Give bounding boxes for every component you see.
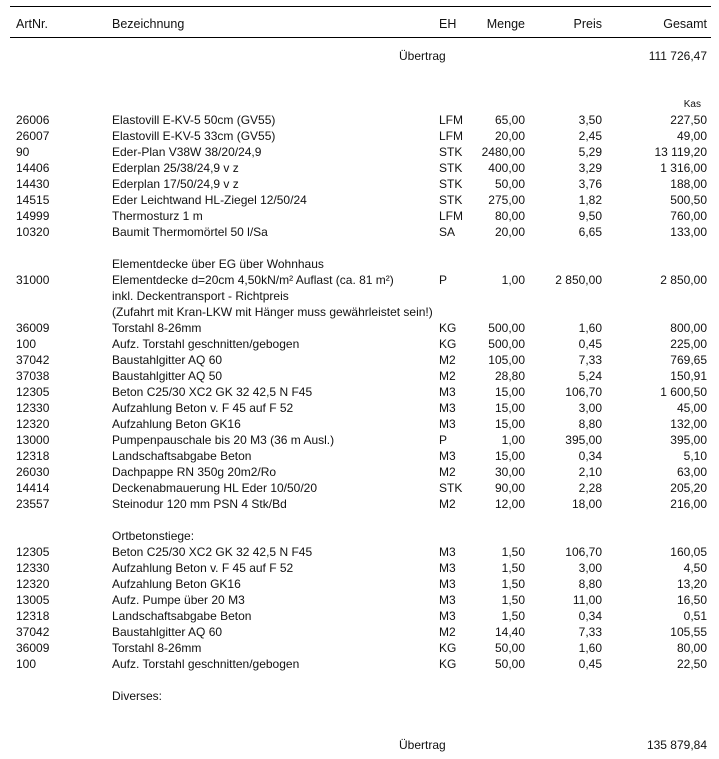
cell-preis: 3,50	[578, 113, 602, 127]
carry-over-bottom	[0, 737, 719, 753]
cell-menge: 1,00	[501, 273, 525, 287]
cell-menge: 2480,00	[481, 145, 525, 159]
cell-eh: M3	[439, 609, 456, 623]
cell-menge: 50,00	[494, 177, 525, 191]
table-row	[0, 416, 719, 432]
cell-preis: 2,10	[578, 465, 602, 479]
cell-bezeichnung: Aufzahlung Beton v. F 45 auf F 52	[112, 561, 294, 575]
cell-gesamt: 1 600,50	[660, 385, 707, 399]
cell-bezeichnung: Baumit Thermomörtel 50 l/Sa	[112, 225, 268, 239]
cell-artnr: 26030	[16, 465, 50, 479]
cell-eh: LFM	[439, 113, 463, 127]
cell-artnr: 10320	[16, 225, 50, 239]
cell-menge: 14,40	[494, 625, 525, 639]
cell-preis: 1,60	[578, 641, 602, 655]
cell-menge: 12,00	[494, 497, 525, 511]
cell-menge: 1,50	[501, 609, 525, 623]
cell-eh: M2	[439, 625, 456, 639]
top-rule	[10, 6, 711, 7]
cell-menge: 65,00	[494, 113, 525, 127]
cell-preis: 9,50	[578, 209, 602, 223]
kas-label: Kas	[683, 99, 701, 110]
cell-preis: 5,24	[578, 369, 602, 383]
cell-gesamt: 13,20	[676, 577, 707, 591]
cell-artnr: 12305	[16, 545, 50, 559]
cell-eh: M2	[439, 369, 456, 383]
table-row	[0, 448, 719, 464]
cell-menge: 1,50	[501, 561, 525, 575]
cell-menge: 1,50	[501, 545, 525, 559]
table-row	[0, 400, 719, 416]
cell-menge: 105,00	[488, 353, 525, 367]
cell-bezeichnung: Landschaftsabgabe Beton	[112, 449, 252, 463]
cell-artnr: 31000	[16, 273, 50, 287]
cell-preis: 106,70	[565, 385, 602, 399]
cell-preis: 0,45	[578, 657, 602, 671]
cell-artnr: 37038	[16, 369, 50, 383]
cell-eh: M3	[439, 385, 456, 399]
cell-preis: 106,70	[565, 545, 602, 559]
cell-eh: M3	[439, 417, 456, 431]
cell-gesamt: 133,00	[670, 225, 707, 239]
table-row	[0, 576, 719, 592]
col-header-preis: Preis	[573, 17, 602, 31]
cell-artnr: 12305	[16, 385, 50, 399]
table-row	[0, 544, 719, 560]
cell-artnr: 23557	[16, 497, 50, 511]
cell-gesamt: 160,05	[670, 545, 707, 559]
cell-preis: 0,34	[578, 449, 602, 463]
cell-gesamt: 63,00	[676, 465, 707, 479]
cell-gesamt: 227,50	[670, 113, 707, 127]
section-title-diverses: Diverses:	[112, 689, 163, 703]
cell-preis: 1,60	[578, 321, 602, 335]
cell-gesamt: 45,00	[676, 401, 707, 415]
carry-over-top	[0, 48, 719, 64]
cell-gesamt: 22,50	[676, 657, 707, 671]
cell-menge: 80,00	[494, 209, 525, 223]
cell-artnr: 100	[16, 337, 37, 351]
cell-bezeichnung: Pumpenpauschale bis 20 M3 (36 m Ausl.)	[112, 433, 335, 447]
cell-gesamt: 2 850,00	[660, 273, 707, 287]
cell-eh: M3	[439, 577, 456, 591]
cell-menge: 1,50	[501, 593, 525, 607]
cell-menge: 30,00	[494, 465, 525, 479]
table-row	[0, 608, 719, 624]
cell-eh: SA	[439, 225, 456, 239]
carry-over-label: Übertrag	[399, 49, 446, 63]
cell-bezeichnung: Aufzahlung Beton GK16	[112, 577, 241, 591]
cell-bezeichnung: Baustahlgitter AQ 50	[112, 369, 223, 383]
table-row	[0, 176, 719, 192]
element-note: inkl. Deckentransport - Richtpreis	[112, 289, 289, 303]
cell-preis: 2 850,00	[555, 273, 602, 287]
col-header-bezeichnung: Bezeichnung	[112, 17, 185, 31]
table-row	[0, 624, 719, 640]
col-header-gesamt: Gesamt	[663, 17, 707, 31]
cell-gesamt: 80,00	[676, 641, 707, 655]
cell-preis: 3,29	[578, 161, 602, 175]
cell-gesamt: 205,20	[670, 481, 707, 495]
cell-bezeichnung: Steinodur 120 mm PSN 4 Stk/Bd	[112, 497, 287, 511]
table-row	[0, 384, 719, 400]
cell-gesamt: 188,00	[670, 177, 707, 191]
section-title-elementdecke: Elementdecke über EG über Wohnhaus	[112, 257, 324, 271]
cell-artnr: 36009	[16, 321, 50, 335]
cell-bezeichnung: Torstahl 8-26mm	[112, 321, 202, 335]
cell-bezeichnung: Elementdecke d=20cm 4,50kN/m² Auflast (ca. 81 m²)	[112, 273, 394, 287]
cell-bezeichnung: Eder Leichtwand HL-Ziegel 12/50/24	[112, 193, 307, 207]
cell-bezeichnung: Aufz. Torstahl geschnitten/gebogen	[112, 337, 300, 351]
cell-eh: M2	[439, 465, 456, 479]
cell-artnr: 37042	[16, 625, 50, 639]
cell-eh: STK	[439, 177, 463, 191]
cell-preis: 0,45	[578, 337, 602, 351]
cell-bezeichnung: Torstahl 8-26mm	[112, 641, 202, 655]
cell-menge: 1,50	[501, 577, 525, 591]
cell-artnr: 14515	[16, 193, 50, 207]
cell-eh: M3	[439, 449, 456, 463]
cell-artnr: 14999	[16, 209, 50, 223]
element-note: (Zufahrt mit Kran-LKW mit Hänger muss gewährleistet sein!)	[112, 305, 433, 319]
cell-preis: 5,29	[578, 145, 602, 159]
cell-eh: LFM	[439, 129, 463, 143]
cell-gesamt: 5,10	[683, 449, 707, 463]
cell-bezeichnung: Beton C25/30 XC2 GK 32 42,5 N F45	[112, 545, 313, 559]
carry-over-label: Übertrag	[399, 738, 446, 752]
col-header-menge: Menge	[486, 17, 525, 31]
cell-eh: M3	[439, 545, 456, 559]
cell-menge: 500,00	[488, 321, 525, 335]
cell-bezeichnung: Elastovill E-KV-5 33cm (GV55)	[112, 129, 276, 143]
header-rule	[10, 37, 711, 38]
cell-gesamt: 150,91	[670, 369, 707, 383]
cell-menge: 500,00	[488, 337, 525, 351]
section-title-ortbetonstiege: Ortbetonstiege:	[112, 529, 195, 543]
cell-bezeichnung: Landschaftsabgabe Beton	[112, 609, 252, 623]
cell-gesamt: 4,50	[683, 561, 707, 575]
table-row	[0, 272, 719, 288]
table-row	[0, 320, 719, 336]
cell-menge: 20,00	[494, 225, 525, 239]
cell-artnr: 13005	[16, 593, 50, 607]
cell-eh: KG	[439, 657, 457, 671]
cell-artnr: 14406	[16, 161, 50, 175]
cell-gesamt: 769,65	[670, 353, 707, 367]
cell-eh: P	[439, 273, 448, 287]
cell-artnr: 12320	[16, 577, 50, 591]
cell-preis: 2,28	[578, 481, 602, 495]
cell-gesamt: 800,00	[670, 321, 707, 335]
cell-eh: STK	[439, 193, 463, 207]
cell-eh: LFM	[439, 209, 463, 223]
table-row	[0, 208, 719, 224]
table-row	[0, 112, 719, 128]
cell-gesamt: 395,00	[670, 433, 707, 447]
cell-menge: 90,00	[494, 481, 525, 495]
cell-eh: M3	[439, 401, 456, 415]
cell-gesamt: 760,00	[670, 209, 707, 223]
cell-preis: 6,65	[578, 225, 602, 239]
table-row	[0, 560, 719, 576]
table-row	[0, 368, 719, 384]
cell-artnr: 90	[16, 145, 30, 159]
cell-preis: 8,80	[578, 577, 602, 591]
cell-gesamt: 49,00	[676, 129, 707, 143]
cell-gesamt: 225,00	[670, 337, 707, 351]
cell-artnr: 36009	[16, 641, 50, 655]
cell-gesamt: 0,51	[683, 609, 707, 623]
cell-bezeichnung: Ederplan 25/38/24,9 v z	[112, 161, 239, 175]
cell-eh: STK	[439, 481, 463, 495]
cell-gesamt: 132,00	[670, 417, 707, 431]
cell-menge: 28,80	[494, 369, 525, 383]
cell-preis: 1,82	[578, 193, 602, 207]
cell-menge: 20,00	[494, 129, 525, 143]
table-row	[0, 336, 719, 352]
cell-bezeichnung: Aufz. Torstahl geschnitten/gebogen	[112, 657, 300, 671]
table-row	[0, 160, 719, 176]
carry-over-value: 111 726,47	[648, 49, 707, 63]
cell-bezeichnung: Deckenabmauerung HL Eder 10/50/20	[112, 481, 318, 495]
table-row	[0, 192, 719, 208]
cell-menge: 400,00	[488, 161, 525, 175]
cell-bezeichnung: Dachpappe RN 350g 20m2/Ro	[112, 465, 277, 479]
cell-bezeichnung: Thermosturz 1 m	[112, 209, 203, 223]
cell-preis: 7,33	[578, 625, 602, 639]
cell-eh: KG	[439, 641, 457, 655]
table-row	[0, 496, 719, 512]
table-row	[0, 592, 719, 608]
cell-artnr: 12320	[16, 417, 50, 431]
cell-gesamt: 13 119,20	[654, 145, 707, 159]
cell-artnr: 12318	[16, 609, 50, 623]
cell-menge: 15,00	[494, 449, 525, 463]
cell-eh: M2	[439, 497, 456, 511]
cell-bezeichnung: Baustahlgitter AQ 60	[112, 625, 223, 639]
cell-gesamt: 105,55	[670, 625, 707, 639]
cell-artnr: 14430	[16, 177, 50, 191]
cell-menge: 15,00	[494, 385, 525, 399]
table-row	[0, 464, 719, 480]
cell-gesamt: 16,50	[676, 593, 707, 607]
cell-bezeichnung: Aufz. Pumpe über 20 M3	[112, 593, 245, 607]
table-row	[0, 432, 719, 448]
cell-preis: 3,00	[578, 561, 602, 575]
cell-artnr: 26007	[16, 129, 50, 143]
cell-menge: 15,00	[494, 417, 525, 431]
cell-bezeichnung: Baustahlgitter AQ 60	[112, 353, 223, 367]
cell-artnr: 26006	[16, 113, 50, 127]
table-row	[0, 640, 719, 656]
cell-bezeichnung: Aufzahlung Beton v. F 45 auf F 52	[112, 401, 294, 415]
cell-preis: 3,76	[578, 177, 602, 191]
cell-preis: 2,45	[578, 129, 602, 143]
cell-eh: M3	[439, 593, 456, 607]
cell-preis: 395,00	[565, 433, 602, 447]
cell-bezeichnung: Aufzahlung Beton GK16	[112, 417, 241, 431]
cell-eh: P	[439, 433, 448, 447]
table-row	[0, 352, 719, 368]
cell-artnr: 12330	[16, 561, 50, 575]
cell-gesamt: 216,00	[670, 497, 707, 511]
cell-eh: M3	[439, 561, 456, 575]
cell-artnr: 37042	[16, 353, 50, 367]
cell-gesamt: 500,50	[670, 193, 707, 207]
cell-preis: 7,33	[578, 353, 602, 367]
carry-over-value: 135 879,84	[646, 738, 707, 752]
cell-eh: STK	[439, 145, 463, 159]
table-row	[0, 224, 719, 240]
cell-preis: 0,34	[578, 609, 602, 623]
cell-menge: 50,00	[494, 641, 525, 655]
cell-artnr: 100	[16, 657, 37, 671]
cell-eh: KG	[439, 337, 457, 351]
cell-eh: STK	[439, 161, 463, 175]
cell-eh: KG	[439, 321, 457, 335]
cell-bezeichnung: Eder-Plan V38W 38/20/24,9	[112, 145, 262, 159]
table-row	[0, 656, 719, 672]
cell-eh: M2	[439, 353, 456, 367]
col-header-artnr: ArtNr.	[16, 17, 48, 31]
col-header-eh: EH	[439, 17, 457, 31]
cell-preis: 18,00	[571, 497, 602, 511]
cell-menge: 275,00	[488, 193, 525, 207]
cell-preis: 8,80	[578, 417, 602, 431]
cell-bezeichnung: Beton C25/30 XC2 GK 32 42,5 N F45	[112, 385, 313, 399]
cell-artnr: 14414	[16, 481, 50, 495]
cell-preis: 3,00	[578, 401, 602, 415]
cell-bezeichnung: Elastovill E-KV-5 50cm (GV55)	[112, 113, 276, 127]
cell-menge: 15,00	[494, 401, 525, 415]
cell-artnr: 12330	[16, 401, 50, 415]
cell-menge: 50,00	[494, 657, 525, 671]
cell-bezeichnung: Ederplan 17/50/24,9 v z	[112, 177, 239, 191]
cell-gesamt: 1 316,00	[660, 161, 707, 175]
cell-artnr: 12318	[16, 449, 50, 463]
cell-artnr: 13000	[16, 433, 50, 447]
cell-preis: 11,00	[572, 593, 602, 607]
cell-menge: 1,00	[501, 433, 525, 447]
table-row	[0, 144, 719, 160]
table-row	[0, 128, 719, 144]
table-row	[0, 480, 719, 496]
